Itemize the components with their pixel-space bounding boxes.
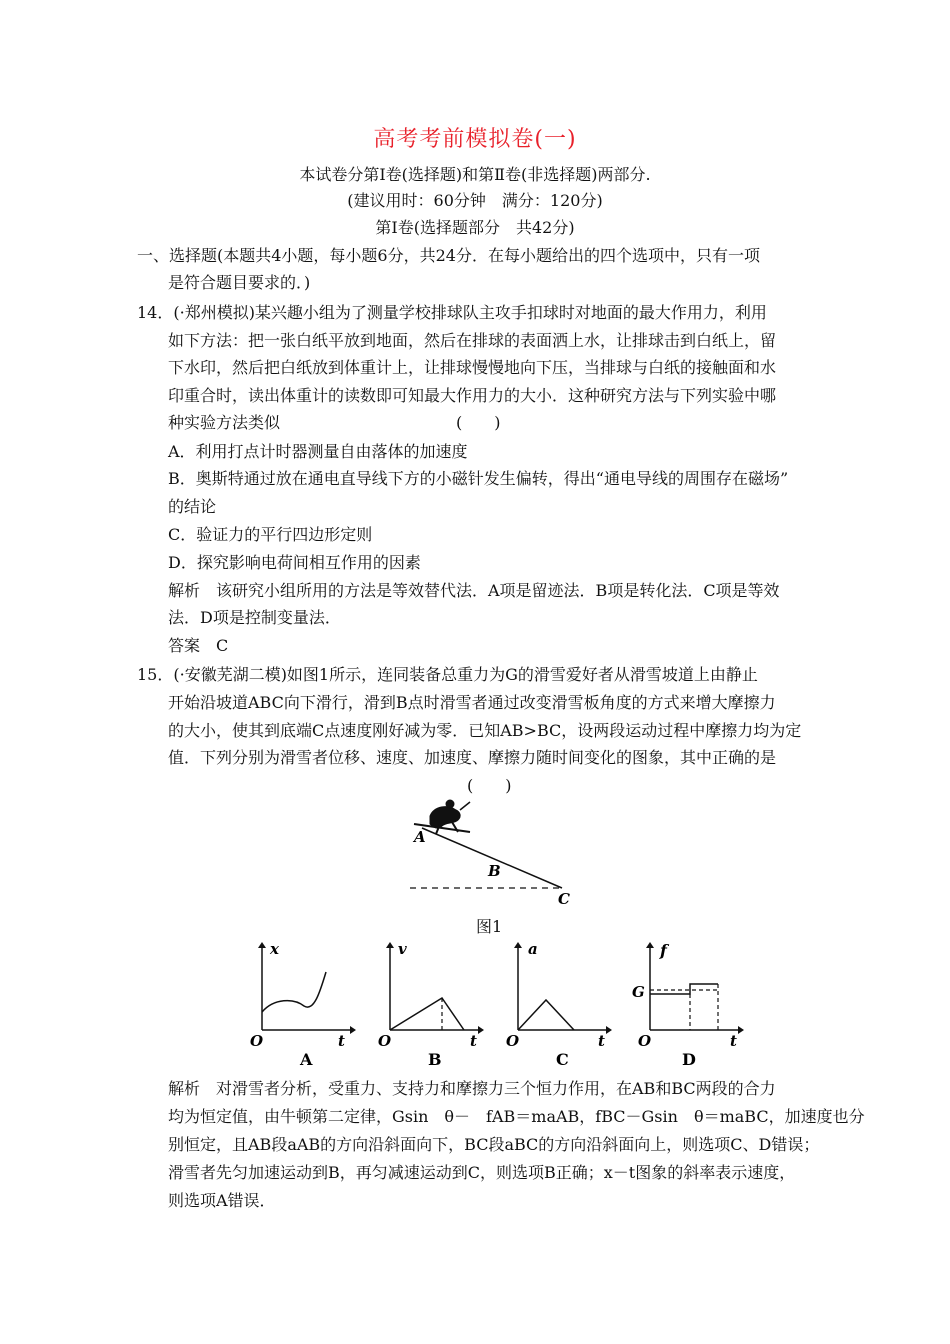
graph-b-origin: O bbox=[378, 1032, 392, 1050]
q14-stem-5: 种实验方法类似 ( ) bbox=[168, 413, 501, 432]
time-score-line: (建议用时：60分钟 满分：120分) bbox=[347, 191, 603, 210]
graph-c-xlabel: t bbox=[598, 1032, 605, 1050]
q14-option-b-cont: 的结论 bbox=[168, 497, 217, 516]
q15-answer-bracket: ( ) bbox=[467, 776, 512, 795]
section1-line-1: 一、选择题(本题共4小题，每小题6分，共24分．在每小题给出的四个选项中，只有一项 bbox=[137, 246, 760, 265]
graph-c-line bbox=[518, 1000, 574, 1030]
graph-d-g-label: G bbox=[632, 983, 645, 1001]
graph-a-curve bbox=[262, 972, 326, 1012]
graph-d-line bbox=[650, 984, 718, 994]
q14-answer: 答案 C bbox=[168, 636, 229, 655]
graph-c bbox=[498, 940, 613, 1072]
part1-heading: 第Ⅰ卷(选择题部分 共42分) bbox=[375, 218, 575, 237]
section1-line-2: 是符合题目要求的．) bbox=[168, 273, 311, 292]
graph-d-origin: O bbox=[638, 1032, 652, 1050]
q14-stem-2: 如下方法：把一张白纸平放到地面，然后在排球的表面洒上水，让排球击到白纸上，留 bbox=[168, 331, 777, 350]
q14-analysis-2: 法．D项是控制变量法． bbox=[168, 608, 341, 627]
figure-caption: 图1 bbox=[476, 917, 503, 936]
graph-b-name: B bbox=[428, 1050, 442, 1069]
graph-b-ylabel: v bbox=[398, 940, 407, 958]
graph-d-ylabel: f bbox=[660, 941, 667, 960]
q14-option-b: B．奥斯特通过放在通电直导线下方的小磁针发生偏转，得出“通电导线的周围存在磁场” bbox=[168, 469, 789, 488]
q14-analysis-1: 解析 该研究小组所用的方法是等效替代法．A项是留迹法．B项是转化法．C项是等效 bbox=[168, 581, 780, 600]
graph-d bbox=[630, 940, 745, 1072]
graph-c-name: C bbox=[556, 1050, 569, 1069]
graph-a bbox=[242, 940, 357, 1072]
q15-stem-1: 15．(·安徽芜湖二模)如图1所示，连同装备总重力为G的滑雪爱好者从滑雪坡道上由静止 bbox=[137, 665, 758, 684]
page-title: 高考考前模拟卷(一) bbox=[373, 127, 577, 152]
point-b-label: B bbox=[488, 862, 501, 880]
q15-stem-3: 的大小，使其到底端C点速度刚好减为零．已知AB>BC，设两段运动过程中摩擦力均为定 bbox=[168, 721, 802, 740]
graph-a-ylabel: x bbox=[270, 940, 279, 958]
graph-a-origin: O bbox=[250, 1032, 264, 1050]
graph-b-xlabel: t bbox=[470, 1032, 477, 1050]
q14-option-d: D．探究影响电荷间相互作用的因素 bbox=[168, 553, 421, 572]
q15-analysis-5: 则选项A错误． bbox=[168, 1191, 276, 1210]
graph-a-name: A bbox=[300, 1050, 313, 1069]
point-a-label: A bbox=[414, 828, 426, 846]
graph-a-xlabel: t bbox=[338, 1032, 345, 1050]
q15-analysis-4: 滑雪者先匀加速运动到B，再匀减速运动到C，则选项B正确；x－t图象的斜率表示速度， bbox=[168, 1163, 796, 1182]
q15-analysis-1: 解析 对滑雪者分析，受重力、支持力和摩擦力三个恒力作用，在AB和BC两段的合力 bbox=[168, 1079, 776, 1098]
q14-option-c: C．验证力的平行四边形定则 bbox=[168, 525, 373, 544]
q15-analysis-3: 别恒定，且AB段aAB的方向沿斜面向下，BC段aBC的方向沿斜面向上，则选项C、D错误； bbox=[168, 1135, 820, 1154]
q14-stem-1: 14．(·郑州模拟)某兴趣小组为了测量学校排球队主攻手扣球时对地面的最大作用力，利用 bbox=[137, 303, 767, 322]
q15-analysis-2: 均为恒定值，由牛顿第二定律，Gsin θ－ fAB＝maAB，fBC－Gsin θ＝maBC，加速度也分 bbox=[168, 1107, 865, 1126]
graph-d-name: D bbox=[682, 1050, 696, 1069]
graph-b bbox=[370, 940, 485, 1072]
graph-c-origin: O bbox=[506, 1032, 520, 1050]
q15-stem-4: 值．下列分别为滑雪者位移、速度、加速度、摩擦力随时间变化的图象，其中正确的是 bbox=[168, 748, 777, 767]
q14-stem-3: 下水印，然后把白纸放到体重计上，让排球慢慢地向下压，当排球与白纸的接触面和水 bbox=[168, 358, 777, 377]
graph-b-line bbox=[390, 998, 464, 1030]
point-c-label: C bbox=[558, 890, 570, 908]
graph-c-ylabel: a bbox=[528, 940, 538, 958]
graph-d-xlabel: t bbox=[730, 1032, 737, 1050]
q15-stem-2: 开始沿坡道ABC向下滑行，滑到B点时滑雪者通过改变滑雪板角度的方式来增大摩擦力 bbox=[168, 693, 776, 712]
q14-stem-4: 印重合时，读出体重计的读数即可知最大作用力的大小．这种研究方法与下列实验中哪 bbox=[168, 386, 777, 405]
q14-option-a: A．利用打点计时器测量自由落体的加速度 bbox=[168, 442, 468, 461]
intro-line: 本试卷分第Ⅰ卷(选择题)和第Ⅱ卷(非选择题)两部分. bbox=[299, 165, 651, 184]
